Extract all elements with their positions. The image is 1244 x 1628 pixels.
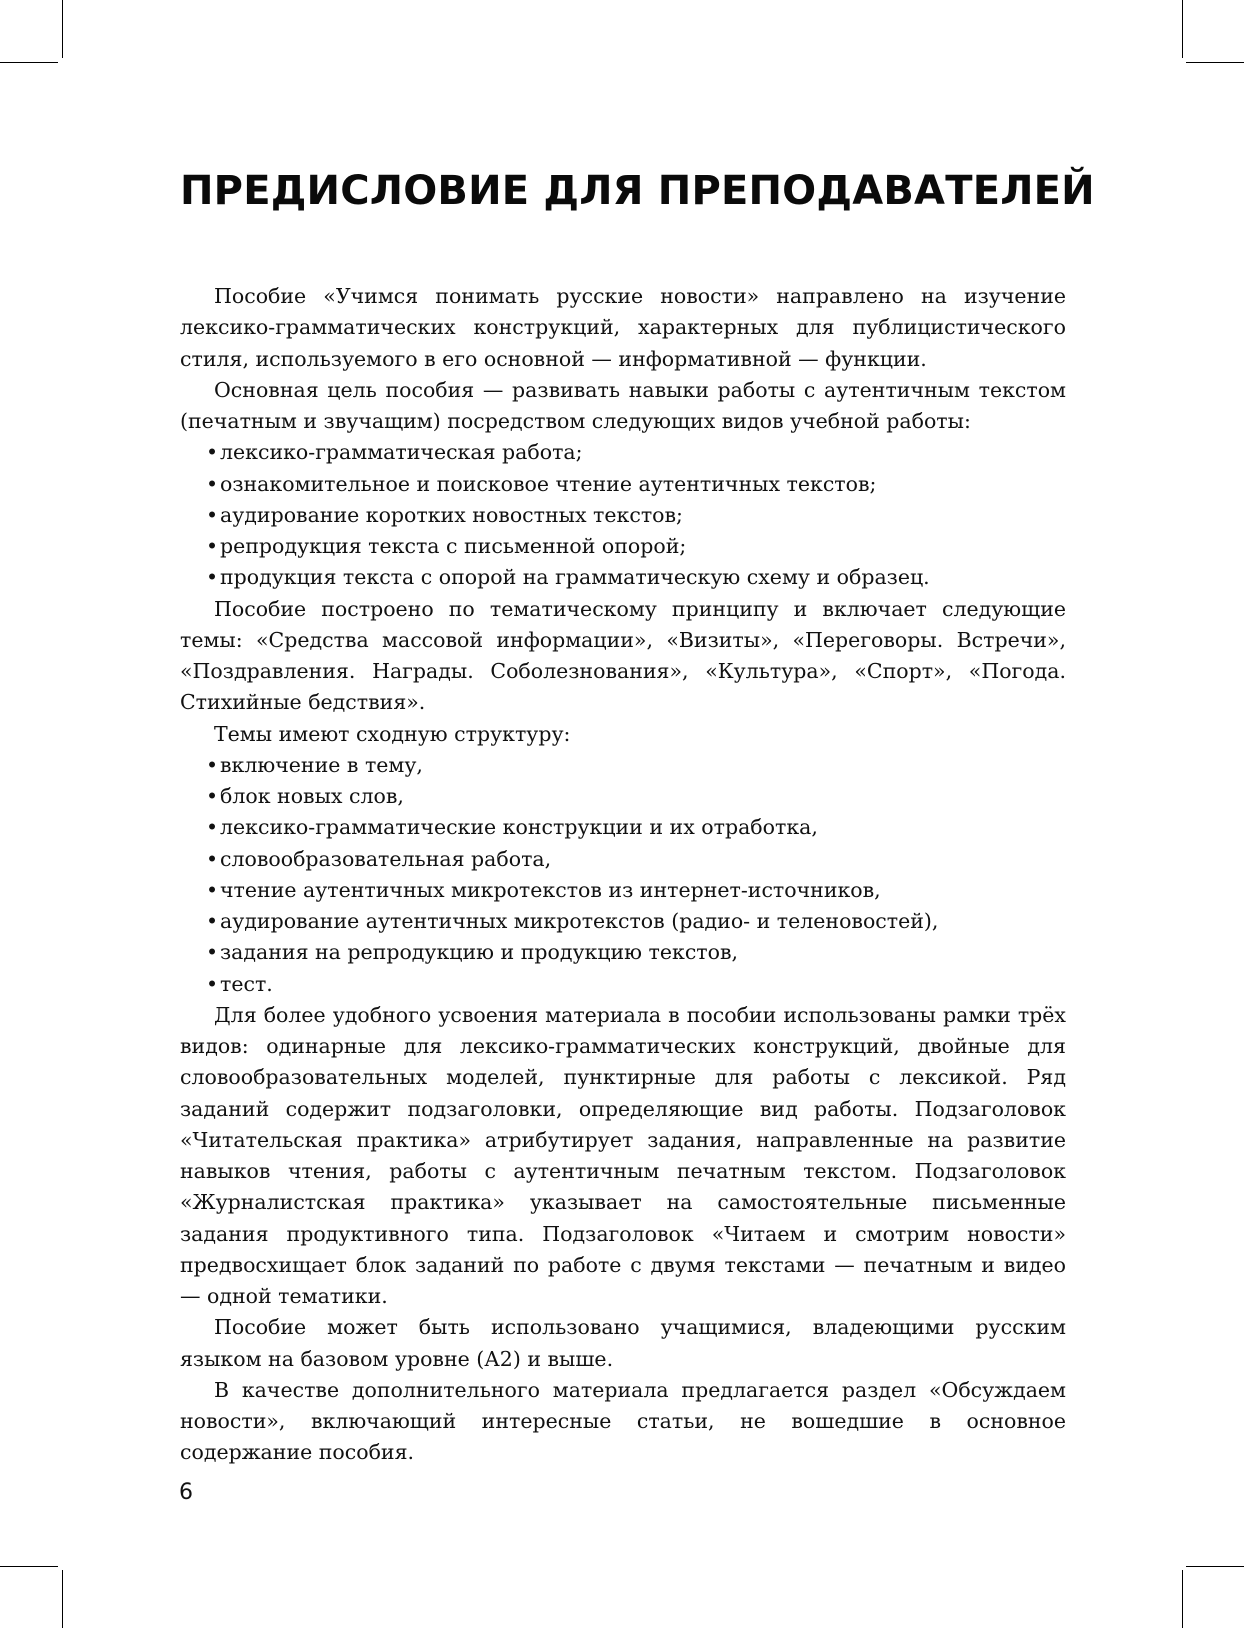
- crop-mark-top-left: [62, 0, 63, 58]
- crop-mark-bottom-left: [62, 1570, 63, 1628]
- page-number: 6: [179, 1480, 193, 1505]
- list-item: • лексико-грамматические конструкции и их отработка,: [220, 812, 1066, 843]
- paragraph-goal: Основная цель пособия — развивать навыки работы с аутентичным текстом (печатным и звучащим) посредством следующих видов учебной работы:: [180, 377, 1066, 433]
- list-item: • тест.: [220, 969, 1066, 1000]
- list-item: • лексико-грамматическая работа;: [220, 437, 1066, 468]
- page-title: ПРЕДИСЛОВИЕ ДЛЯ ПРЕПОДАВАТЕЛЕЙ: [180, 168, 1095, 214]
- list-item: • продукция текста с опорой на грамматическую схему и образец.: [220, 562, 1066, 593]
- work-types-list: [180, 437, 1066, 593]
- list-item: • словообразовательная работа,: [220, 844, 1066, 875]
- crop-mark-bottom-right: [1182, 1570, 1183, 1628]
- paragraph-additional: В качестве дополнительного материала предлагается раздел «Обсуждаем новости», включающий интересные статьи, не вошедшие в основное содержание пособия.: [180, 1377, 1066, 1465]
- paragraph-level: Пособие может быть использовано учащимися, владеющими русским языком на базовом уровне (А2) и выше.: [180, 1315, 1066, 1371]
- list-item: • включение в тему,: [220, 750, 1066, 781]
- paragraph-intro: Пособие «Учимся понимать русские новости» направлено на изучение лексико-грамматических конструкций, характерных для публицистического стиля, используемого в его основной — информативной — функции.: [180, 284, 1066, 371]
- list-item: • задания на репродукцию и продукцию текстов,: [220, 937, 1066, 968]
- list-item: • ознакомительное и поисковое чтение аутентичных текстов;: [220, 469, 1066, 500]
- list-item: • аудирование коротких новостных текстов;: [220, 500, 1066, 531]
- crop-mark-left-top: [0, 62, 58, 63]
- crop-mark-top-right: [1182, 0, 1183, 58]
- list-item: • чтение аутентичных микротекстов из интернет-источников,: [220, 875, 1066, 906]
- paragraph-topics: Пособие построено по тематическому принципу и включает следующие темы: «Средства массовой информации», «Визиты», «Переговоры. Встречи», «Поздравления. Награды. Соболезнования», «Культура», «Спорт», «Погода. Стихийные бедствия».: [180, 596, 1066, 715]
- structure-list: [180, 750, 1066, 1000]
- page-body: [180, 281, 1066, 1469]
- list-item: • блок новых слов,: [220, 781, 1066, 812]
- list-item: • репродукция текста с письменной опорой;: [220, 531, 1066, 562]
- crop-mark-right-bottom: [1186, 1566, 1244, 1567]
- paragraph-frames: Для более удобного усвоения материала в пособии использованы рамки трёх видов: одинарные для лексико-грамматических конструкций, двойные для словообразовательных моделей, пунктирные для работы с лексикой. Ряд заданий содержит подзаголовки, определяющие вид работы. Подзаголовок «Читательская практика» атрибутирует задания, направленные на развитие навыков чтения, работы с аутентичным печатным текстом. Подзаголовок «Журналистская практика» указывает на самостоятельные письменные задания продуктивного типа. Подзаголовок «Читаем и смотрим новости» предвосхищает блок заданий по работе с двумя текстами — печатным и видео — одной тематики.: [180, 1002, 1066, 1308]
- crop-mark-left-bottom: [0, 1566, 58, 1567]
- crop-mark-right-top: [1186, 62, 1244, 63]
- list-item: • аудирование аутентичных микротекстов (радио- и теленовостей),: [220, 906, 1066, 937]
- paragraph-structure: Темы имеют сходную структуру:: [214, 721, 571, 746]
